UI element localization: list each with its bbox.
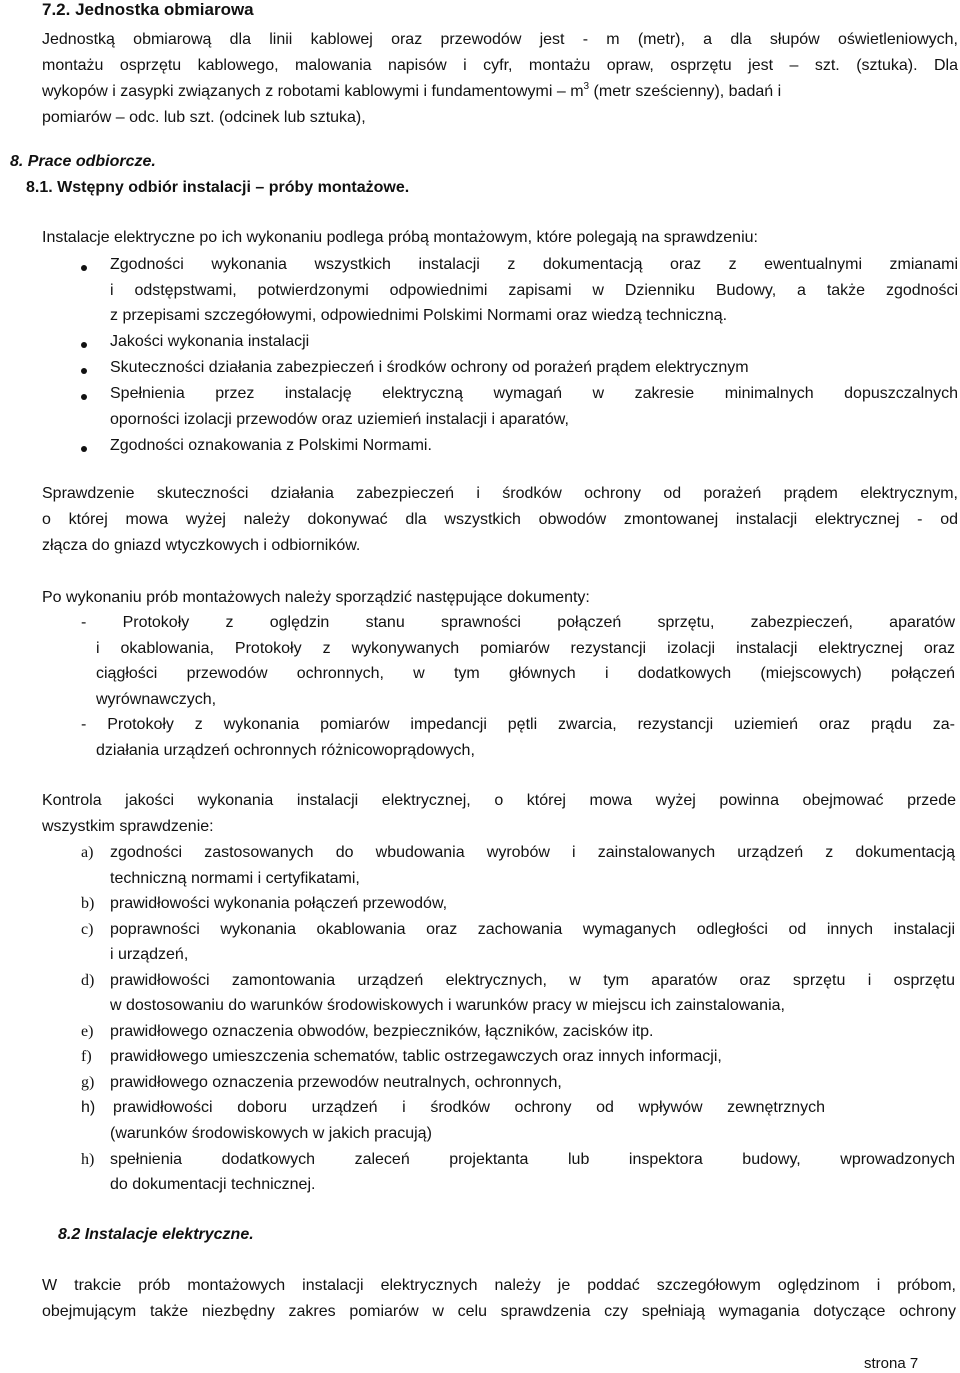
doc-item-2-line-2: działania urządzeń ochronnych różnicowoprądowych, (96, 742, 475, 759)
section-8-2-heading: 8.2 Instalacje elektryczne. (58, 1226, 254, 1243)
page-number: strona 7 (864, 1355, 919, 1372)
list-label-a: a) (81, 844, 94, 861)
list-item-c-line-1: poprawności wykonania okablowania oraz zachowania wymaganych odległości od innych instalacji (110, 921, 955, 938)
bullet-4-line-2: oporności izolacji przewodów oraz uziemień instalacji i aparatów, (110, 411, 569, 428)
doc-item-1-line-4: wyrównawczych, (96, 691, 217, 708)
intro-paragraph: Instalacje elektryczne po ich wykonaniu podlega próbą montażowym, które polegają na sprawdzeniu: (42, 229, 758, 246)
doc-item-1-line-1: - Protokoły z oględzin stanu sprawności połączeń sprzętu, zabezpieczeń, aparatów (81, 614, 955, 631)
list-label-h: h) (81, 1099, 96, 1116)
bullet-dot (81, 342, 87, 348)
para-dokumenty-intro: Po wykonaniu prób montażowych należy sporządzić następujące dokumenty: (42, 589, 590, 606)
list-item-d-line-2: w dostosowaniu do warunków środowiskowych i warunków pracy w miejscu ich zainstalowania, (110, 997, 785, 1014)
list-label-b: b) (81, 895, 95, 912)
doc-item-1-line-2: i okablowania, Protokoły z wykonywanych pomiarów rezystancji izolacji instalacji elektrycznej oraz (96, 640, 955, 657)
para-sprawdzenie-line-1: Sprawdzenie skuteczności działania zabezpieczeń i środków ochrony od porażeń prądem elektrycznym, (42, 485, 958, 502)
list-item-i-line-2: do dokumentacji technicznej. (110, 1176, 316, 1193)
cubic-superscript: 3 (583, 81, 590, 92)
list-item-h-line-2: (warunków środowiskowych w jakich pracują) (110, 1125, 432, 1142)
bullet-dot (81, 265, 87, 271)
bullet-5: Zgodności oznakowania z Polskimi Normami. (110, 437, 432, 454)
doc-item-1-line-3: ciągłości przewodów ochronnych, w tym głównych i dodatkowych (miejscowych) połączeń (96, 665, 955, 682)
bullet-2: Jakości wykonania instalacji (110, 333, 310, 350)
bullet-4-line-1: Spełnienia przez instalację elektryczną wymagań w zakresie minimalnych dopuszczalnych (110, 385, 958, 402)
section-8-2-line-1: W trakcie prób montażowych instalacji elektrycznych należy je poddać szczegółowym oględzinom i próbom, (42, 1277, 956, 1294)
list-item-f: prawidłowego umieszczenia schematów, tablic ostrzegawczych oraz innych informacji, (110, 1048, 722, 1065)
list-item-i-line-1: spełnienia dodatkowych zaleceń projektanta lub inspektora budowy, wprowadzonych (110, 1151, 955, 1168)
section-8-heading: 8. Prace odbiorcze. (10, 153, 156, 170)
list-label-c: c) (81, 921, 94, 938)
bullet-dot (81, 368, 87, 374)
list-item-a-line-2: techniczną normami i certyfikatami, (110, 870, 360, 887)
para-kontrola-line-2: wszystkim sprawdzenie: (42, 818, 214, 835)
doc-item-2-line-1: - Protokoły z wykonania pomiarów impedancji pętli zwarcia, rezystancji uziemień oraz prądu za- (81, 716, 955, 733)
bullet-dot (81, 394, 87, 400)
para-sprawdzenie-line-2: o której mowa wyżej należy dokonywać dla wszystkich obwodów zmontowanej instalacji elektrycznej - od (42, 511, 958, 528)
bullet-1-line-2: i odstępstwami, potwierdzonymi odpowiednimi zapisami w Dzienniku Budowy, a także zgodności (110, 282, 958, 299)
section-7-2-line-3b: (metr sześcienny), badań i (589, 83, 782, 100)
section-7-2-heading: 7.2. Jednostka obmiarowa (42, 0, 254, 19)
list-item-c-line-2: i urządzeń, (110, 946, 189, 963)
list-label-g: g) (81, 1074, 95, 1091)
list-item-b: prawidłowości wykonania połączeń przewodów, (110, 895, 448, 912)
section-8-2-line-2: obejmującym także niezbędny zakres pomiarów w celu sprawdzenia czy spełniają wymagania dotyczące ochrony (42, 1303, 956, 1320)
list-item-g: prawidłowego oznaczenia przewodów neutralnych, ochronnych, (110, 1074, 562, 1091)
section-7-2-line-1: Jednostką obmiarową dla linii kablowej oraz przewodów jest - m (metr), a dla słupów oświetleniowych, (42, 31, 958, 48)
bullet-3: Skuteczności działania zabezpieczeń i środków ochrony od porażeń prądem elektrycznym (110, 359, 749, 376)
list-label-h-second: h) (81, 1151, 95, 1168)
section-7-2-line-2: montażu osprzętu kablowego, malowania napisów i cyfr, montażu opraw, osprzętu jest – szt. (sztuka). Dla (42, 57, 958, 74)
list-label-f: f) (81, 1048, 92, 1065)
para-sprawdzenie-line-3: złącza do gniazd wtyczkowych i odbiorników. (42, 537, 361, 554)
list-label-d: d) (81, 972, 95, 989)
para-kontrola-line-1: Kontrola jakości wykonania instalacji elektrycznej, o której mowa wyżej powinna obejmować przede (42, 792, 956, 809)
section-7-2-line-3a: wykopów i zasypki związanych z robotami kablowymi i fundamentowymi – m (42, 83, 584, 100)
list-label-e: e) (81, 1023, 94, 1040)
bullet-1-line-3: z przepisami szczegółowymi, odpowiednimi Polskimi Normami oraz wiedzą techniczną. (110, 307, 728, 324)
bullet-dot (81, 446, 87, 452)
section-8-1-heading: 8.1. Wstępny odbiór instalacji – próby montażowe. (26, 179, 410, 196)
list-item-a-line-1: zgodności zastosowanych do wbudowania wyrobów i zainstalowanych urządzeń z dokumentacją (110, 844, 955, 861)
list-item-h-line-1: prawidłowości doboru urządzeń i środków ochrony od wpływów zewnętrznych (113, 1099, 825, 1116)
section-7-2-line-4: pomiarów – odc. lub szt. (odcinek lub sztuka), (42, 109, 366, 126)
list-item-e: prawidłowego oznaczenia obwodów, bezpieczników, łączników, zacisków itp. (110, 1023, 654, 1040)
bullet-1-line-1: Zgodności wykonania wszystkich instalacji z dokumentacją oraz z ewentualnymi zmianami (110, 256, 958, 273)
section-7-2-line-3 (42, 82, 958, 102)
list-item-d-line-1: prawidłowości zamontowania urządzeń elektrycznych, w tym aparatów oraz sprzętu i osprzętu (110, 972, 955, 989)
